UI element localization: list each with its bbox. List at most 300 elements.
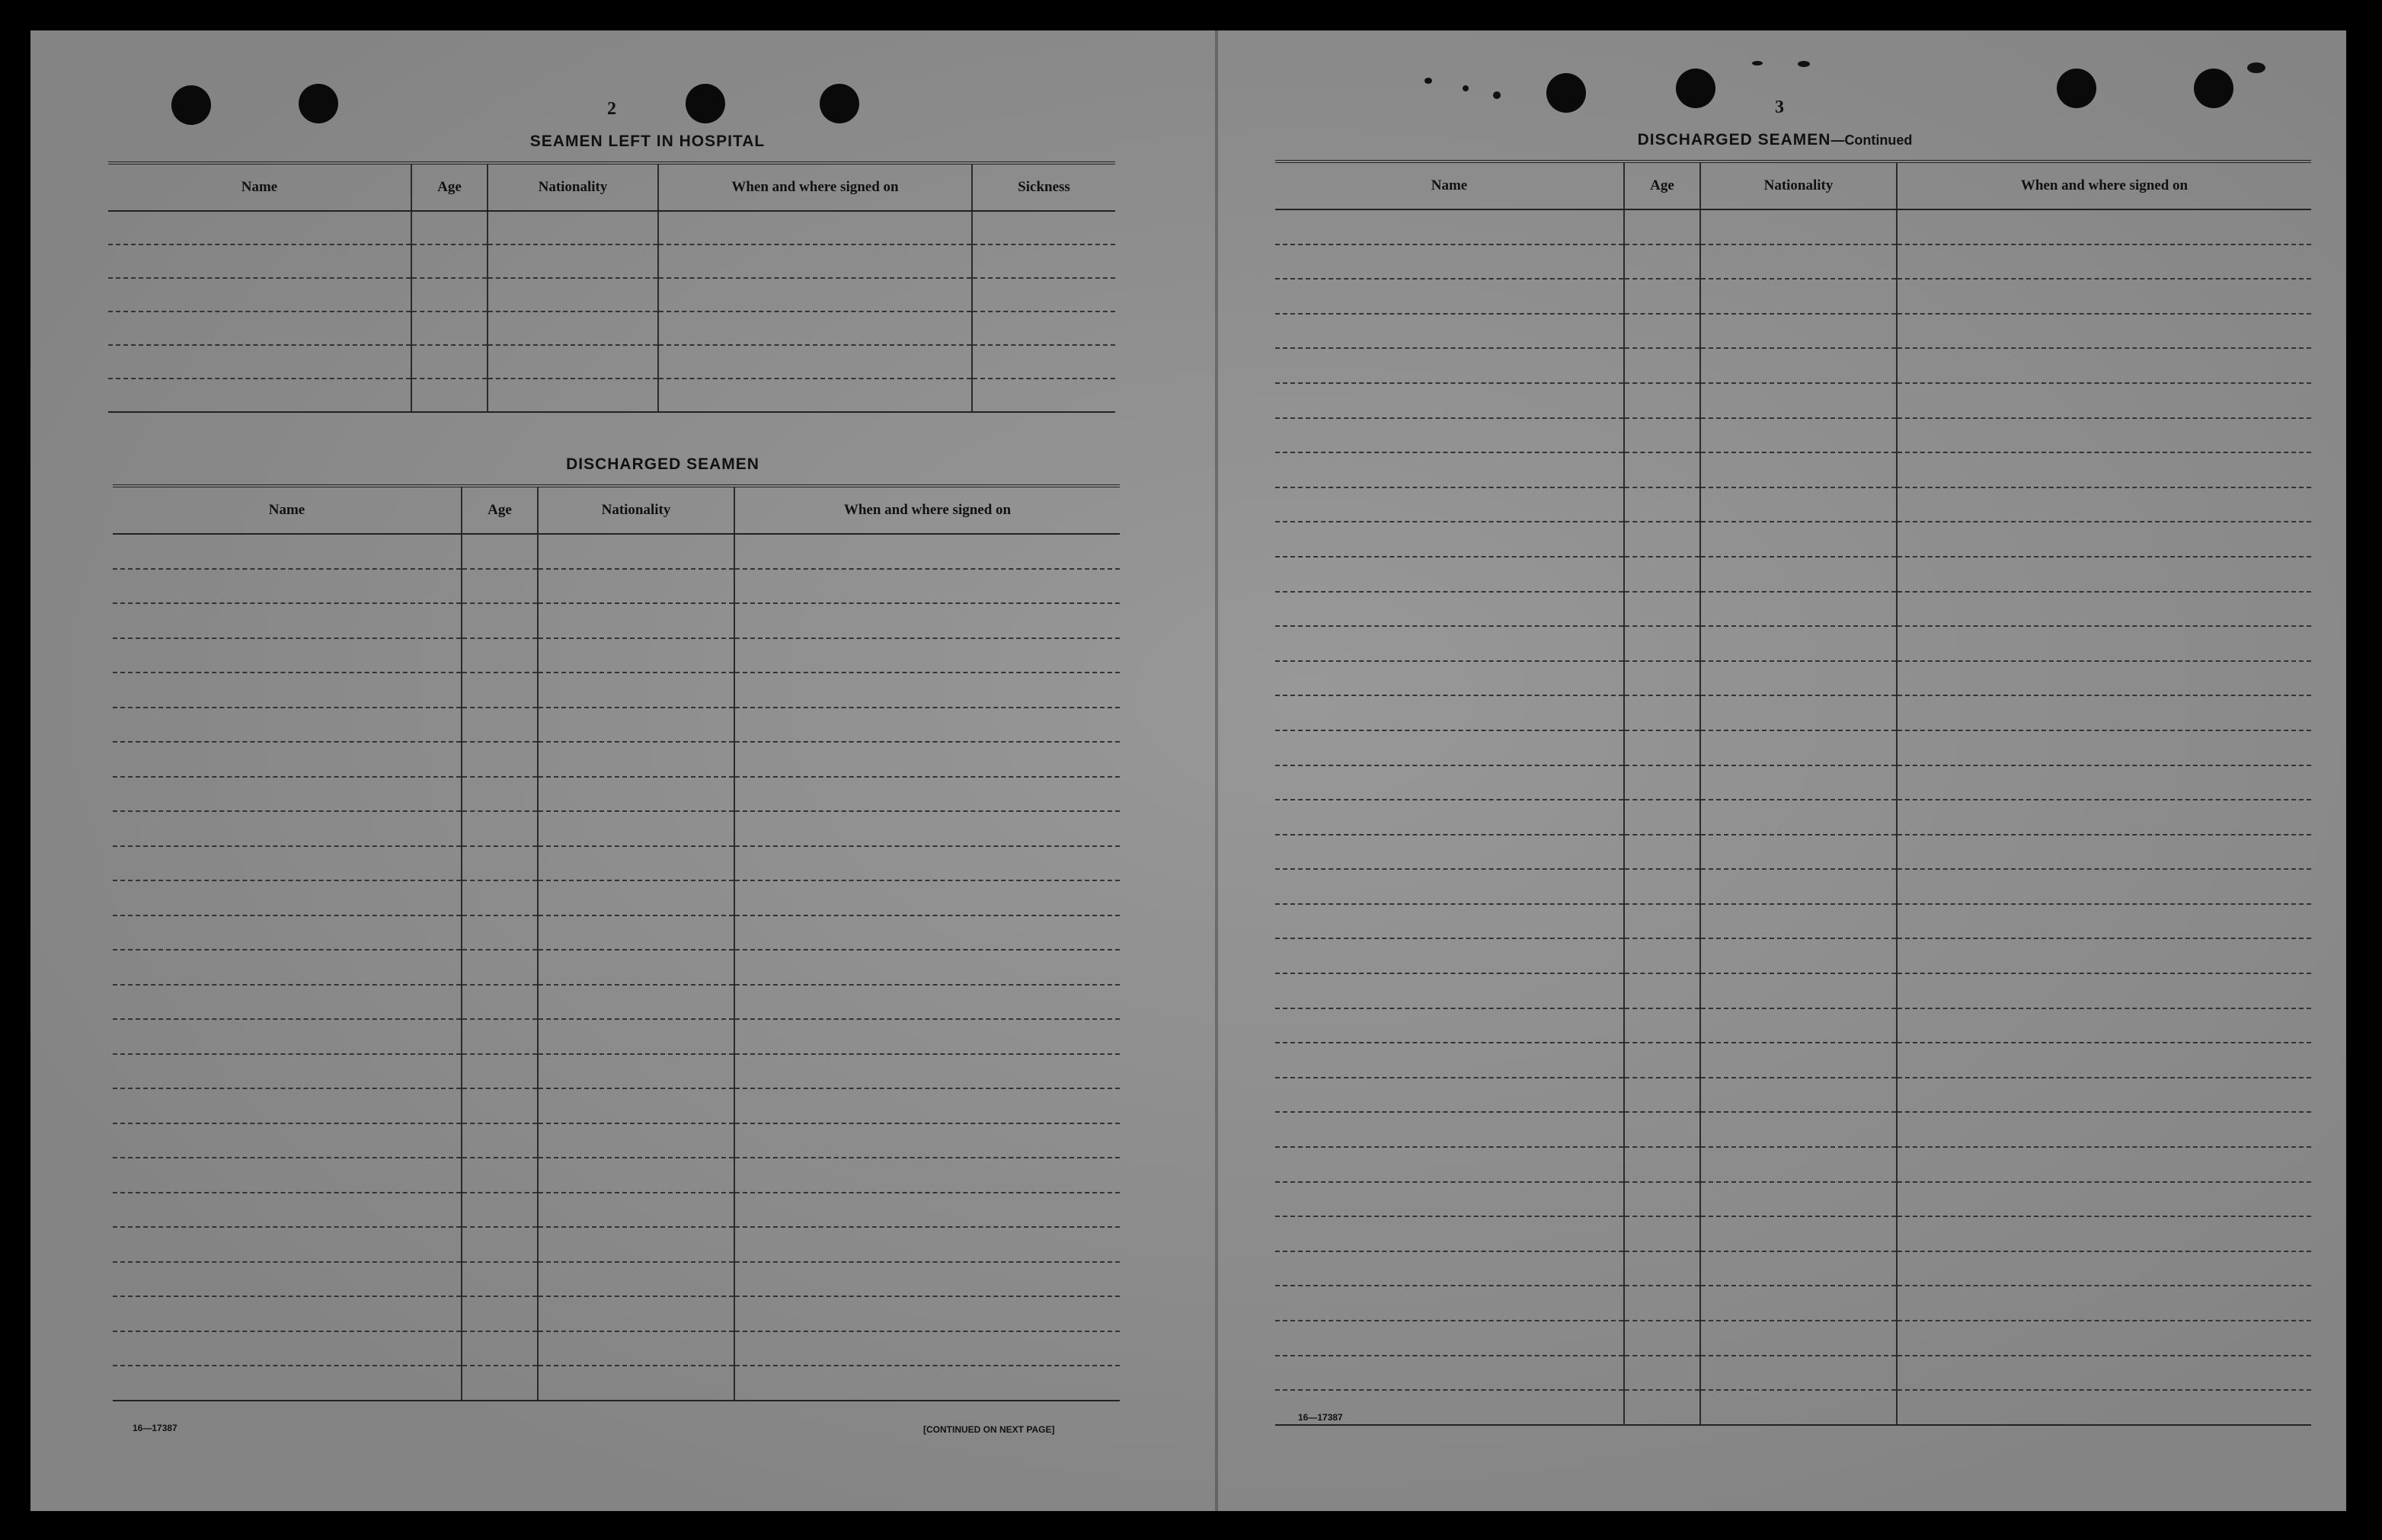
blank-cell xyxy=(113,777,462,812)
blank-cell xyxy=(1275,452,1624,487)
table-row xyxy=(1275,1112,2311,1147)
blank-cell xyxy=(1897,661,2311,696)
column-header-signed-on: When and where signed on xyxy=(1897,161,2311,209)
column-header-age: Age xyxy=(411,163,488,211)
blank-cell xyxy=(658,211,972,244)
blank-cell xyxy=(734,1193,1120,1228)
blank-cell xyxy=(113,708,462,743)
table-row xyxy=(1275,348,2311,383)
table-row xyxy=(113,638,1120,673)
blank-cell xyxy=(113,1158,462,1193)
blank-cell xyxy=(1897,1216,2311,1251)
ink-speck xyxy=(1493,91,1501,99)
blank-cell xyxy=(462,1158,538,1193)
blank-cell xyxy=(538,1366,734,1401)
blank-cell xyxy=(1624,661,1700,696)
blank-cell xyxy=(1275,348,1624,383)
blank-cell xyxy=(1624,244,1700,280)
blank-cell xyxy=(734,1088,1120,1123)
discharged-continued-title: DISCHARGED SEAMEN—Continued xyxy=(1637,131,1913,149)
blank-cell xyxy=(1275,626,1624,661)
blank-cell xyxy=(538,1193,734,1228)
blank-cell xyxy=(1700,1112,1897,1147)
blank-cell xyxy=(1624,1216,1700,1251)
column-header-age: Age xyxy=(462,486,538,534)
ink-speck xyxy=(1463,85,1469,91)
table-row xyxy=(1275,695,2311,730)
blank-cell xyxy=(1624,1147,1700,1182)
blank-cell xyxy=(411,312,488,345)
blank-cell xyxy=(972,379,1115,412)
blank-cell xyxy=(113,846,462,881)
table-row xyxy=(113,985,1120,1020)
blank-cell xyxy=(488,379,658,412)
blank-cell xyxy=(1700,904,1897,939)
table-row xyxy=(113,1331,1120,1366)
blank-cell xyxy=(113,880,462,915)
table-row xyxy=(1275,418,2311,453)
blank-cell xyxy=(113,915,462,951)
discharged-continued-table-body xyxy=(1275,209,2311,1425)
blank-cell xyxy=(1275,904,1624,939)
blank-cell xyxy=(734,534,1120,569)
blank-cell xyxy=(1275,938,1624,973)
punch-hole xyxy=(171,85,211,125)
blank-cell xyxy=(1897,835,2311,870)
blank-cell xyxy=(1897,1043,2311,1078)
blank-cell xyxy=(1275,1216,1624,1251)
blank-cell xyxy=(462,985,538,1020)
blank-cell xyxy=(538,985,734,1020)
table-row xyxy=(108,211,1115,244)
blank-cell xyxy=(658,244,972,278)
blank-cell xyxy=(658,278,972,312)
column-header-sickness: Sickness xyxy=(972,163,1115,211)
table-row xyxy=(113,1054,1120,1089)
blank-cell xyxy=(1897,800,2311,835)
blank-cell xyxy=(1624,765,1700,800)
blank-cell xyxy=(1700,730,1897,765)
blank-cell xyxy=(113,673,462,708)
blank-cell xyxy=(1897,973,2311,1008)
blank-cell xyxy=(1897,383,2311,418)
blank-cell xyxy=(113,569,462,604)
blank-cell xyxy=(1275,695,1624,730)
blank-cell xyxy=(734,1296,1120,1331)
blank-cell xyxy=(113,1193,462,1228)
blank-cell xyxy=(1897,557,2311,592)
table-row xyxy=(1275,1216,2311,1251)
table-row xyxy=(1275,973,2311,1008)
blank-cell xyxy=(1897,314,2311,349)
blank-cell xyxy=(1700,279,1897,314)
column-header-name: Name xyxy=(1275,161,1624,209)
blank-cell xyxy=(1700,557,1897,592)
blank-cell xyxy=(488,345,658,379)
blank-cell xyxy=(1624,1321,1700,1356)
blank-cell xyxy=(1624,1008,1700,1043)
blank-cell xyxy=(538,1088,734,1123)
blank-cell xyxy=(1897,452,2311,487)
blank-cell xyxy=(462,950,538,985)
blank-cell xyxy=(462,673,538,708)
blank-cell xyxy=(1624,279,1700,314)
blank-cell xyxy=(1700,1321,1897,1356)
column-header-nationality: Nationality xyxy=(1700,161,1897,209)
blank-cell xyxy=(1897,1251,2311,1286)
blank-cell xyxy=(1700,592,1897,627)
blank-cell xyxy=(1897,1008,2311,1043)
discharged-table-body xyxy=(113,534,1120,1401)
punch-hole xyxy=(2057,69,2096,108)
blank-cell xyxy=(1897,765,2311,800)
blank-cell xyxy=(113,1054,462,1089)
blank-cell xyxy=(538,950,734,985)
blank-cell xyxy=(108,312,411,345)
punch-hole xyxy=(2194,69,2233,108)
table-row xyxy=(108,312,1115,345)
blank-cell xyxy=(972,278,1115,312)
table-row xyxy=(1275,869,2311,904)
blank-cell xyxy=(108,211,411,244)
blank-cell xyxy=(411,379,488,412)
table-row xyxy=(1275,487,2311,522)
blank-cell xyxy=(1700,383,1897,418)
blank-cell xyxy=(1700,1043,1897,1078)
blank-cell xyxy=(734,950,1120,985)
blank-cell xyxy=(1275,1182,1624,1217)
blank-cell xyxy=(113,1019,462,1054)
blank-cell xyxy=(1897,1390,2311,1425)
blank-cell xyxy=(1275,869,1624,904)
column-header-age: Age xyxy=(1624,161,1700,209)
blank-cell xyxy=(734,742,1120,777)
table-row xyxy=(113,1088,1120,1123)
blank-cell xyxy=(462,603,538,638)
table-row xyxy=(113,1262,1120,1297)
blank-cell xyxy=(538,638,734,673)
blank-cell xyxy=(1700,348,1897,383)
blank-cell xyxy=(1624,1043,1700,1078)
column-header-nationality: Nationality xyxy=(538,486,734,534)
blank-cell xyxy=(1275,383,1624,418)
document-sheet xyxy=(30,30,2346,1511)
blank-cell xyxy=(734,1054,1120,1089)
blank-cell xyxy=(1897,279,2311,314)
table-row xyxy=(113,846,1120,881)
blank-cell xyxy=(1700,695,1897,730)
blank-cell xyxy=(1624,557,1700,592)
blank-cell xyxy=(1700,973,1897,1008)
blank-cell xyxy=(1275,314,1624,349)
table-row xyxy=(1275,383,2311,418)
blank-cell xyxy=(113,638,462,673)
table-row xyxy=(113,1123,1120,1158)
blank-cell xyxy=(538,603,734,638)
table-row xyxy=(1275,209,2311,244)
ink-speck xyxy=(2247,62,2265,73)
blank-cell xyxy=(108,379,411,412)
blank-cell xyxy=(462,1123,538,1158)
blank-cell xyxy=(538,1019,734,1054)
blank-cell xyxy=(972,211,1115,244)
blank-cell xyxy=(1275,661,1624,696)
table-row xyxy=(113,569,1120,604)
hospital-header-row xyxy=(108,163,1115,211)
table-row xyxy=(113,811,1120,846)
discharged-table xyxy=(113,484,1120,1401)
blank-cell xyxy=(734,777,1120,812)
blank-cell xyxy=(734,673,1120,708)
blank-cell xyxy=(1624,869,1700,904)
blank-cell xyxy=(113,1262,462,1297)
table-row xyxy=(1275,1251,2311,1286)
blank-cell xyxy=(538,811,734,846)
blank-cell xyxy=(1275,835,1624,870)
blank-cell xyxy=(1897,244,2311,280)
blank-cell xyxy=(1275,244,1624,280)
table-row xyxy=(113,673,1120,708)
blank-cell xyxy=(113,1331,462,1366)
blank-cell xyxy=(113,1088,462,1123)
blank-cell xyxy=(1624,1182,1700,1217)
blank-cell xyxy=(1275,1043,1624,1078)
blank-cell xyxy=(734,1123,1120,1158)
blank-cell xyxy=(1624,904,1700,939)
blank-cell xyxy=(1897,592,2311,627)
blank-cell xyxy=(734,638,1120,673)
table-row xyxy=(1275,1147,2311,1182)
blank-cell xyxy=(1700,1078,1897,1113)
blank-cell xyxy=(1275,209,1624,244)
blank-cell xyxy=(538,880,734,915)
page-number-left: 2 xyxy=(607,99,616,119)
table-row xyxy=(1275,904,2311,939)
table-row xyxy=(1275,626,2311,661)
blank-cell xyxy=(113,985,462,1020)
blank-cell xyxy=(1275,557,1624,592)
table-row xyxy=(108,345,1115,379)
blank-cell xyxy=(538,1296,734,1331)
table-row xyxy=(1275,938,2311,973)
blank-cell xyxy=(1897,1321,2311,1356)
ink-speck xyxy=(1798,61,1810,67)
blank-cell xyxy=(734,708,1120,743)
blank-cell xyxy=(108,278,411,312)
blank-cell xyxy=(462,880,538,915)
blank-cell xyxy=(734,1158,1120,1193)
blank-cell xyxy=(734,569,1120,604)
blank-cell xyxy=(538,1054,734,1089)
blank-cell xyxy=(462,1262,538,1297)
table-row xyxy=(108,244,1115,278)
table-row xyxy=(113,708,1120,743)
blank-cell xyxy=(1700,869,1897,904)
blank-cell xyxy=(538,915,734,951)
blank-cell xyxy=(1624,730,1700,765)
blank-cell xyxy=(1700,626,1897,661)
blank-cell xyxy=(1624,383,1700,418)
column-header-signed-on: When and where signed on xyxy=(734,486,1120,534)
blank-cell xyxy=(734,811,1120,846)
blank-cell xyxy=(1275,1008,1624,1043)
blank-cell xyxy=(538,569,734,604)
blank-cell xyxy=(1624,1356,1700,1391)
blank-cell xyxy=(113,1366,462,1401)
blank-cell xyxy=(1700,244,1897,280)
blank-cell xyxy=(1700,1147,1897,1182)
blank-cell xyxy=(462,638,538,673)
blank-cell xyxy=(462,915,538,951)
blank-cell xyxy=(1275,1251,1624,1286)
blank-cell xyxy=(1700,1251,1897,1286)
continued-note: [CONTINUED ON NEXT PAGE] xyxy=(923,1424,1055,1435)
table-row xyxy=(113,1193,1120,1228)
punch-hole xyxy=(1546,73,1586,113)
blank-cell xyxy=(1275,765,1624,800)
table-row xyxy=(113,915,1120,951)
blank-cell xyxy=(1624,418,1700,453)
blank-cell xyxy=(1624,938,1700,973)
page-number-right: 3 xyxy=(1775,97,1784,117)
blank-cell xyxy=(113,811,462,846)
blank-cell xyxy=(1700,1356,1897,1391)
blank-cell xyxy=(113,603,462,638)
punch-hole xyxy=(686,84,725,123)
table-row xyxy=(113,950,1120,985)
table-row xyxy=(1275,765,2311,800)
blank-cell xyxy=(1275,522,1624,557)
blank-cell xyxy=(538,673,734,708)
blank-cell xyxy=(538,1227,734,1262)
blank-cell xyxy=(1275,1112,1624,1147)
table-row xyxy=(1275,661,2311,696)
blank-cell xyxy=(1700,522,1897,557)
blank-cell xyxy=(1275,487,1624,522)
blank-cell xyxy=(411,244,488,278)
blank-cell xyxy=(1275,1286,1624,1321)
blank-cell xyxy=(734,1366,1120,1401)
table-row xyxy=(1275,1008,2311,1043)
blank-cell xyxy=(1897,348,2311,383)
blank-cell xyxy=(1624,592,1700,627)
blank-cell xyxy=(462,742,538,777)
blank-cell xyxy=(1624,348,1700,383)
blank-cell xyxy=(1897,869,2311,904)
blank-cell xyxy=(113,1296,462,1331)
discharged-continued-header-row xyxy=(1275,161,2311,209)
blank-cell xyxy=(488,312,658,345)
blank-cell xyxy=(972,312,1115,345)
blank-cell xyxy=(1624,1286,1700,1321)
blank-cell xyxy=(1700,314,1897,349)
blank-cell xyxy=(1275,973,1624,1008)
hospital-table xyxy=(108,161,1115,413)
table-row xyxy=(113,1296,1120,1331)
blank-cell xyxy=(1897,695,2311,730)
blank-cell xyxy=(1275,730,1624,765)
blank-cell xyxy=(658,345,972,379)
blank-cell xyxy=(1897,1112,2311,1147)
table-row xyxy=(1275,279,2311,314)
table-row xyxy=(113,1158,1120,1193)
table-row xyxy=(1275,1286,2311,1321)
table-row xyxy=(113,1366,1120,1401)
table-row xyxy=(1275,244,2311,280)
blank-cell xyxy=(1624,1251,1700,1286)
blank-cell xyxy=(734,1262,1120,1297)
table-row xyxy=(108,379,1115,412)
blank-cell xyxy=(1275,1078,1624,1113)
blank-cell xyxy=(462,846,538,881)
blank-cell xyxy=(1275,800,1624,835)
blank-cell xyxy=(538,777,734,812)
punch-hole xyxy=(1676,69,1715,108)
blank-cell xyxy=(108,244,411,278)
column-header-name: Name xyxy=(108,163,411,211)
page-fold xyxy=(1215,30,1218,1511)
table-row xyxy=(108,278,1115,312)
blank-cell xyxy=(1624,835,1700,870)
blank-cell xyxy=(1624,487,1700,522)
hospital-section-title: SEAMEN LEFT IN HOSPITAL xyxy=(529,133,766,150)
blank-cell xyxy=(1897,626,2311,661)
table-row xyxy=(1275,1321,2311,1356)
form-number-right: 16—17387 xyxy=(1298,1412,1343,1423)
blank-cell xyxy=(488,278,658,312)
blank-cell xyxy=(462,1193,538,1228)
blank-cell xyxy=(1700,835,1897,870)
hospital-table-body xyxy=(108,211,1115,412)
ink-speck xyxy=(1424,78,1432,84)
blank-cell xyxy=(113,742,462,777)
blank-cell xyxy=(1700,938,1897,973)
blank-cell xyxy=(734,1019,1120,1054)
blank-cell xyxy=(538,1123,734,1158)
blank-cell xyxy=(1700,1182,1897,1217)
table-row xyxy=(1275,1182,2311,1217)
table-row xyxy=(1275,522,2311,557)
blank-cell xyxy=(1897,938,2311,973)
table-row xyxy=(1275,1078,2311,1113)
form-number-left: 16—17387 xyxy=(133,1423,177,1433)
blank-cell xyxy=(411,278,488,312)
blank-cell xyxy=(1897,418,2311,453)
blank-cell xyxy=(972,345,1115,379)
blank-cell xyxy=(1700,209,1897,244)
table-row xyxy=(1275,314,2311,349)
blank-cell xyxy=(734,985,1120,1020)
blank-cell xyxy=(108,345,411,379)
discharged-continued-table xyxy=(1275,160,2311,1426)
blank-cell xyxy=(488,211,658,244)
blank-cell xyxy=(1700,800,1897,835)
column-header-name: Name xyxy=(113,486,462,534)
blank-cell xyxy=(462,777,538,812)
blank-cell xyxy=(1700,1216,1897,1251)
blank-cell xyxy=(462,1019,538,1054)
blank-cell xyxy=(462,1054,538,1089)
blank-cell xyxy=(972,244,1115,278)
blank-cell xyxy=(1700,661,1897,696)
blank-cell xyxy=(1275,279,1624,314)
blank-cell xyxy=(538,742,734,777)
blank-cell xyxy=(1897,209,2311,244)
blank-cell xyxy=(1275,1321,1624,1356)
table-row xyxy=(1275,557,2311,592)
blank-cell xyxy=(462,1331,538,1366)
blank-cell xyxy=(538,1262,734,1297)
